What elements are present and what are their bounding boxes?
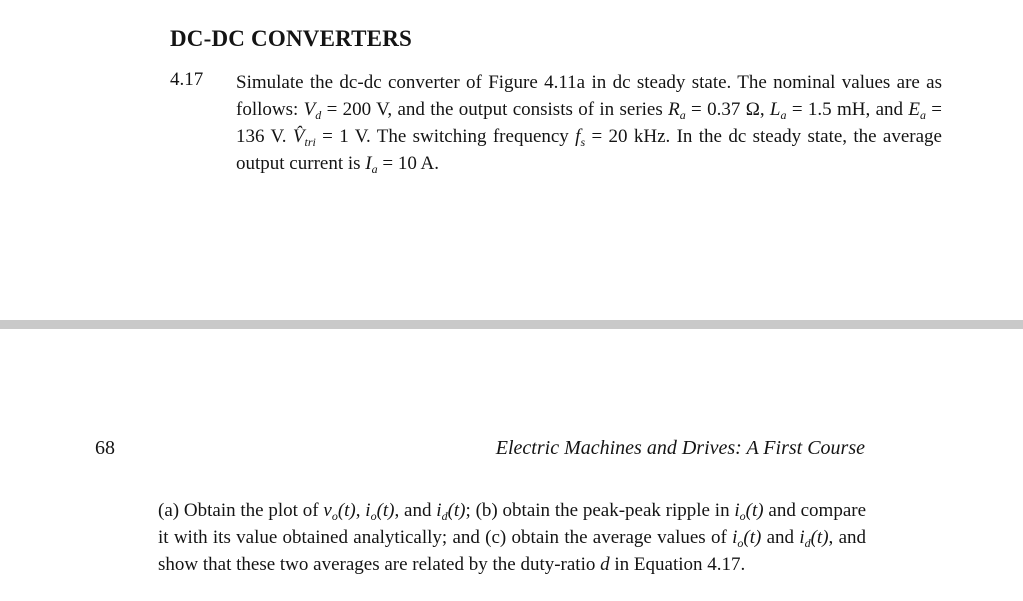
problem-parts	[158, 497, 866, 578]
page-divider	[0, 320, 1023, 329]
problem-text: = 200 V, and the output consists of in series	[321, 99, 663, 120]
math-arg: (t)	[745, 500, 764, 521]
problem-text: = 1 V. The switching frequency	[315, 126, 569, 147]
math-sub: a	[371, 162, 378, 176]
problem-text: values are as follows:	[236, 72, 942, 120]
parts-text: , and	[394, 500, 437, 521]
parts-text: , and show that these two averages are related by the duty-ratio	[158, 527, 866, 575]
parts-text: and	[761, 527, 800, 548]
math-arg: (t)	[810, 527, 829, 548]
math-var: i	[436, 500, 442, 521]
section-heading: DC-DC CONVERTERS	[170, 26, 412, 51]
math-sub: d	[315, 108, 322, 122]
parts-text: and compare it with its value obtained analytically; and (c) obtain the average values of	[158, 500, 867, 548]
parts-text: in Equation 4.17.	[609, 554, 746, 575]
math-var: d	[600, 554, 610, 575]
math-sub: o	[370, 509, 377, 523]
running-title: Electric Machines and Drives: A First Course	[495, 437, 865, 459]
problem-text: = 20 kHz. In the dc steady state, the average output current is	[236, 126, 942, 174]
problem-text: = 1.5 mH, and	[786, 99, 909, 120]
math-var: i	[365, 500, 371, 521]
math-sub: d	[441, 509, 448, 523]
math-sub: a	[780, 108, 787, 122]
math-arg: (t)	[743, 527, 762, 548]
math-var: i	[799, 527, 805, 548]
math-sub: d	[804, 536, 811, 550]
math-sub: o	[737, 536, 744, 550]
math-sub: o	[739, 509, 746, 523]
math-sub: tri	[304, 135, 316, 149]
problem-text: = 136 V.	[236, 99, 943, 147]
math-var: V	[303, 99, 316, 120]
problem-text: Simulate the dc-dc converter of Figure 4.11a in dc steady state. The nominal	[236, 72, 836, 93]
math-sub: a	[679, 108, 686, 122]
math-var: v	[323, 500, 332, 521]
math-arg: (t)	[447, 500, 466, 521]
math-var: i	[734, 500, 740, 521]
math-var: I	[365, 153, 372, 174]
math-var: R	[668, 99, 680, 120]
math-arg: (t)	[376, 500, 395, 521]
math-arg: (t)	[337, 500, 356, 521]
math-var: i	[732, 527, 738, 548]
parts-text: ,	[355, 500, 366, 521]
parts-text: (a) Obtain the plot of	[158, 500, 324, 521]
problem-text: = 10 A.	[377, 153, 439, 174]
math-sub: s	[580, 135, 586, 149]
parts-text: ; (b) obtain the peak-peak ripple in	[465, 500, 735, 521]
math-var: V̂	[292, 126, 305, 147]
math-sub: o	[331, 509, 338, 523]
math-var: L	[769, 99, 781, 120]
problem-number: 4.17	[170, 69, 204, 90]
problem-statement	[236, 69, 942, 177]
problem-text: = 0.37 Ω,	[685, 99, 770, 120]
math-var: E	[908, 99, 920, 120]
math-sub: a	[919, 108, 926, 122]
page-number: 68	[95, 437, 115, 459]
math-var: f	[575, 126, 581, 147]
